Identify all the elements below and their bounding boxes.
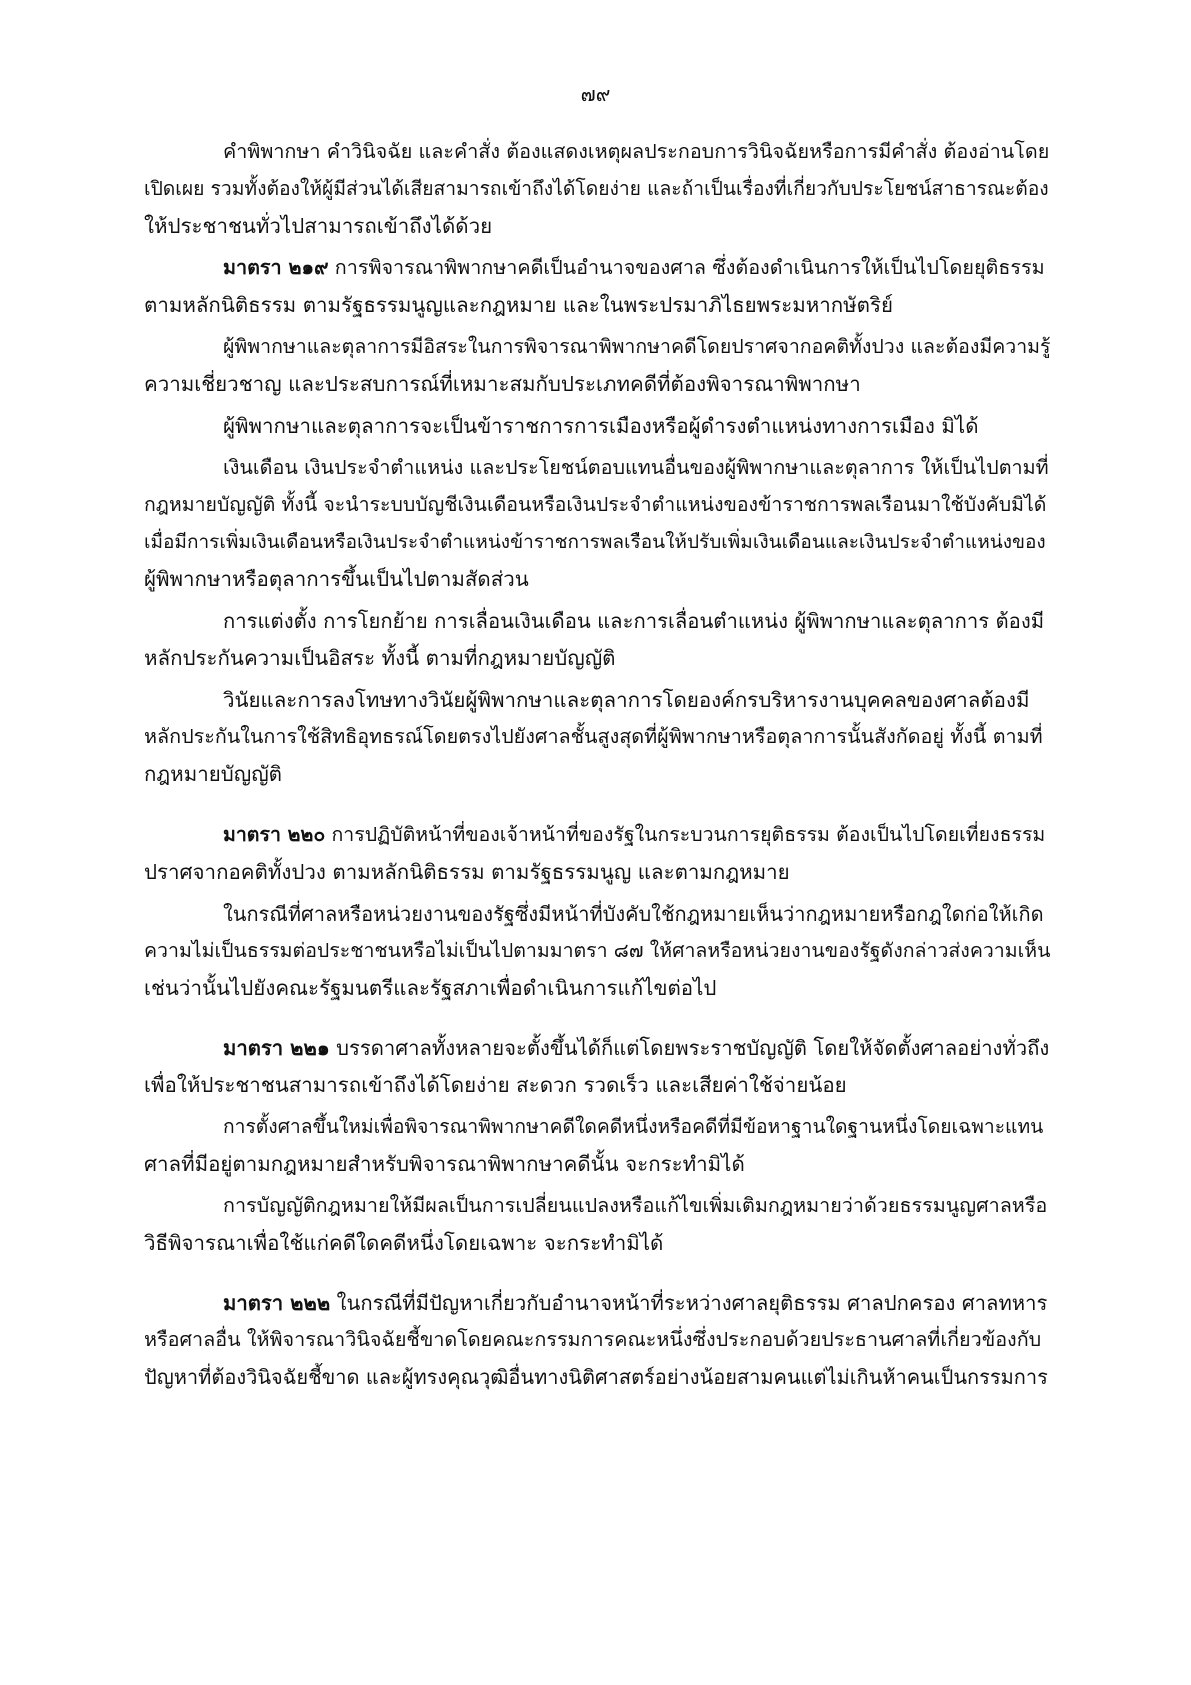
text-line: ปัญหาที่ต้องวินิจฉัยชี้ขาด และผู้ทรงคุณวุฒิอื่นทางนิติศาสตร์อย่างน้อยสามคนแต่ไม่เกินห้าคนเป็นกรรมการ xyxy=(144,1365,1048,1389)
text-line: เมื่อมีการเพิ่มเงินเดือนหรือเงินประจำตำแหน่งข้าราชการพลเรือนให้ปรับเพิ่มเงินเดือนและเงินประจำตำแหน่งของ xyxy=(144,531,1046,553)
page-number: ๗๙ xyxy=(580,82,611,106)
text-line: ผู้พิพากษาและตุลาการจะเป็นข้าราชการการเมืองหรือผู้ดำรงตำแหน่งทางการเมือง มิได้ xyxy=(223,414,979,438)
text-line: คำพิพากษา คำวินิจฉัย และคำสั่ง ต้องแสดงเหตุผลประกอบการวินิจฉัยหรือการมีคำสั่ง ต้องอ่านโดย xyxy=(223,140,1050,163)
text-line: ศาลที่มีอยู่ตามกฎหมายสำหรับพิจารณาพิพากษาคดีนั้น จะกระทำมิได้ xyxy=(144,1152,745,1176)
text-line: ปราศจากอคติทั้งปวง ตามหลักนิติธรรม ตามรัฐธรรมนูญ และตามกฎหมาย xyxy=(144,860,790,884)
text-line: ความเชี่ยวชาญ และประสบการณ์ที่เหมาะสมกับประเภทคดีที่ต้องพิจารณาพิพากษา xyxy=(144,372,861,396)
text-line: ตามหลักนิติธรรม ตามรัฐธรรมนูญและกฎหมาย และในพระปรมาภิไธยพระมหากษัตริย์ xyxy=(144,293,894,317)
section-heading-line: มาตรา ๒๑๙ การพิจารณาพิพากษาคดีเป็นอำนาจของศาล ซึ่งต้องดำเนินการให้เป็นไปโดยยุติธรรม xyxy=(223,256,1045,279)
text-line: วินัยและการลงโทษทางวินัยผู้พิพากษาและตุลาการโดยองค์กรบริหารงานบุคคลของศาลต้องมี xyxy=(223,688,1030,712)
text-line: หลักประกันความเป็นอิสระ ทั้งนี้ ตามที่กฎหมายบัญญัติ xyxy=(144,646,616,670)
text-line: การตั้งศาลขึ้นใหม่เพื่อพิจารณาพิพากษาคดีใดคดีหนึ่งหรือคดีที่มีข้อหาฐานใดฐานหนึ่งโดยเฉพาะแทน xyxy=(223,1115,1044,1138)
text-line: ผู้พิพากษาหรือตุลาการขึ้นเป็นไปตามสัดส่วน xyxy=(144,567,529,591)
text-line: เพื่อให้ประชาชนสามารถเข้าถึงได้โดยง่าย สะดวก รวดเร็ว และเสียค่าใช้จ่ายน้อย xyxy=(144,1073,847,1097)
section-number: มาตรา ๒๒๐ xyxy=(223,823,326,846)
text-line: เงินเดือน เงินประจำตำแหน่ง และประโยชน์ตอบแทนอื่นของผู้พิพากษาและตุลาการ ให้เป็นไปตามที่ xyxy=(223,456,1049,479)
text-line: ความไม่เป็นธรรมต่อประชาชนหรือไม่เป็นไปตามมาตรา ๘๗ ให้ศาลหรือหน่วยงานของรัฐดังกล่าวส่งความเห็น xyxy=(144,939,1051,962)
section-heading-line: มาตรา ๒๒๒ ในกรณีที่มีปัญหาเกี่ยวกับอำนาจหน้าที่ระหว่างศาลยุติธรรม ศาลปกครอง ศาลทหาร xyxy=(223,1291,1048,1315)
text-line: กฎหมายบัญญัติ xyxy=(144,762,282,786)
text-line: กฎหมายบัญญัติ ทั้งนี้ จะนำระบบบัญชีเงินเดือนหรือเงินประจำตำแหน่งของข้าราชการพลเรือนมาใช้บังคับมิได้ xyxy=(144,493,1047,516)
text-line: การแต่งตั้ง การโยกย้าย การเลื่อนเงินเดือน และการเลื่อนตำแหน่ง ผู้พิพากษาและตุลาการ ต้องมี xyxy=(223,609,1045,633)
text-line: หลักประกันในการใช้สิทธิอุทธรณ์โดยตรงไปยังศาลชั้นสูงสุดที่ผู้พิพากษาหรือตุลาการนั้นสังกัดอยู่ ทั้งนี้ ตามที่ xyxy=(144,725,1043,748)
section-heading-line: มาตรา ๒๒๑ บรรดาศาลทั้งหลายจะตั้งขึ้นได้ก็แต่โดยพระราชบัญญัติ โดยให้จัดตั้งศาลอย่างทั่วถึง xyxy=(223,1036,1050,1060)
text-line: ให้ประชาชนทั่วไปสามารถเข้าถึงได้ด้วย xyxy=(144,214,493,238)
text-line: การบัญญัติกฎหมายให้มีผลเป็นการเปลี่ยนแปลงหรือแก้ไขเพิ่มเติมกฎหมายว่าด้วยธรรมนูญศาลหรือ xyxy=(223,1194,1048,1217)
text-line: ในกรณีที่ศาลหรือหน่วยงานของรัฐซึ่งมีหน้าที่บังคับใช้กฎหมายเห็นว่ากฎหมายหรือกฎใดก่อให้เกิด xyxy=(223,902,1044,926)
text-line: หรือศาลอื่น ให้พิจารณาวินิจฉัยชี้ขาดโดยคณะกรรมการคณะหนึ่งซึ่งประกอบด้วยประธานศาลที่เกี่ยวข้องกับ xyxy=(144,1328,1042,1351)
text-line: วิธีพิจารณาเพื่อใช้แก่คดีใดคดีหนึ่งโดยเฉพาะ จะกระทำมิได้ xyxy=(144,1231,664,1255)
section-number: มาตรา ๒๑๙ xyxy=(223,256,329,279)
section-heading-line: มาตรา ๒๒๐ การปฏิบัติหน้าที่ของเจ้าหน้าที่ของรัฐในกระบวนการยุติธรรม ต้องเป็นไปโดยเที่ยงธรรม xyxy=(223,823,1046,846)
text-line: เปิดเผย รวมทั้งต้องให้ผู้มีส่วนได้เสียสามารถเข้าถึงได้โดยง่าย และถ้าเป็นเรื่องที่เกี่ยวกับประโยชน์สาธารณะต้อง xyxy=(144,177,1049,200)
text-line: ผู้พิพากษาและตุลาการมีอิสระในการพิจารณาพิพากษาคดีโดยปราศจากอคติทั้งปวง และต้องมีความรู้ xyxy=(223,335,1051,358)
text-line: เช่นว่านั้นไปยังคณะรัฐมนตรีและรัฐสภาเพื่อดำเนินการแก้ไขต่อไป xyxy=(144,976,717,1000)
section-number: มาตรา ๒๒๒ xyxy=(223,1291,331,1315)
section-number: มาตรา ๒๒๑ xyxy=(223,1036,330,1060)
